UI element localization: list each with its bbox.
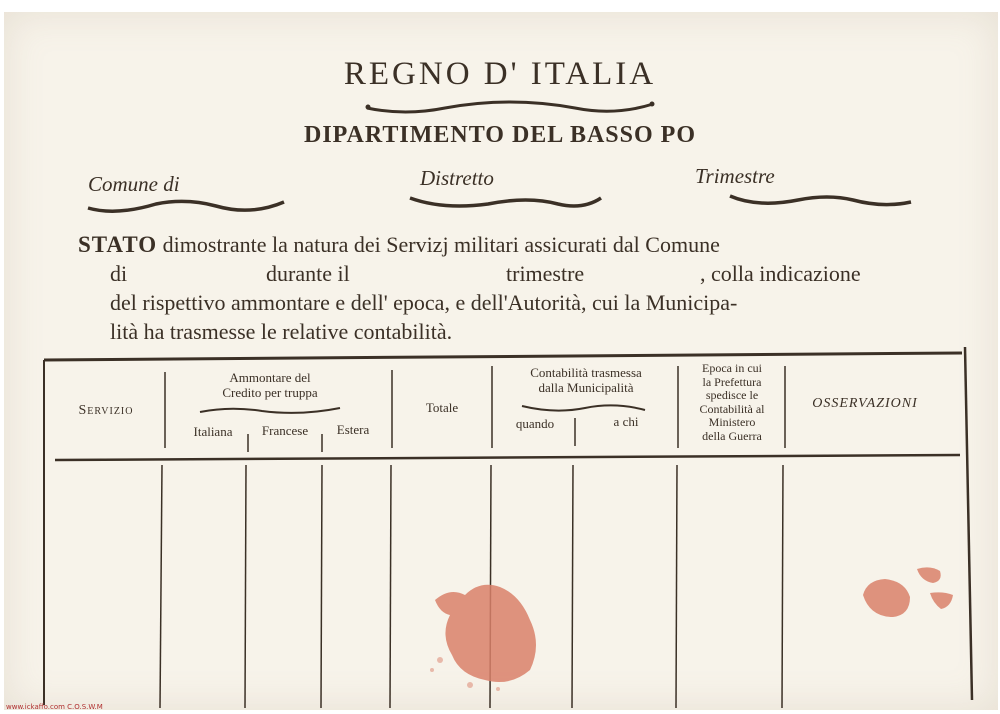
stato-durante: durante il (266, 261, 350, 286)
epoca-line-1: Epoca in cui (702, 361, 762, 375)
document-title: REGNO D' ITALIA (343, 56, 657, 92)
header-estera: Estera (336, 422, 370, 437)
contabilita-line-1: Contabilità trasmessa (530, 365, 642, 380)
epoca-line-6: della Guerra (702, 428, 762, 443)
header-totale: Totale (425, 400, 459, 415)
header-quando: quando (515, 416, 555, 431)
trimestre-label: Trimestre (695, 164, 775, 188)
stato-line4: lità ha trasmesse le relative contabilità. (110, 319, 453, 344)
stain-right (855, 565, 960, 625)
header-contabilita (496, 365, 676, 395)
epoca-line-4: Contabilità al (699, 401, 765, 416)
header-osservazioni: OSSERVAZIONI (812, 396, 918, 411)
distretto-label: Distretto (420, 166, 494, 190)
header-servizio: Servizio (78, 403, 134, 418)
header-francese: Francese (261, 423, 309, 438)
ammontare-line-1: Ammontare del (229, 370, 311, 385)
epoca-line-2: la Prefettura (702, 374, 762, 389)
stato-line1: dimostrante la natura dei Servizj militari assicurati dal Comune (162, 232, 720, 257)
header-epoca (682, 362, 782, 443)
document-subtitle: DIPARTIMENTO DEL BASSO PO (303, 122, 696, 148)
epoca-line-3: spedisce le (705, 388, 759, 402)
contabilita-line-2: dalla Municipalità (538, 380, 634, 395)
stato-line3: del rispettivo ammontare e dell' epoca, e dell'Autorità, cui la Municipa- (110, 290, 738, 315)
comune-label: Comune di (88, 172, 180, 196)
stato-indicazione: , colla indicazione (700, 261, 861, 286)
stato-trimestre: trimestre (506, 261, 585, 286)
header-ammontare (180, 370, 360, 400)
epoca-line-5: Ministero (708, 415, 756, 429)
stato-di: di (110, 261, 128, 286)
stain-center (420, 575, 550, 695)
stato-lead: STATO (78, 232, 158, 257)
header-italiana: Italiana (193, 424, 233, 439)
header-a-chi: a chi (613, 414, 639, 429)
watermark-text: www.ickaffo.com C.O.S.W.M (6, 703, 103, 711)
ammontare-line-2: Credito per truppa (222, 385, 318, 400)
